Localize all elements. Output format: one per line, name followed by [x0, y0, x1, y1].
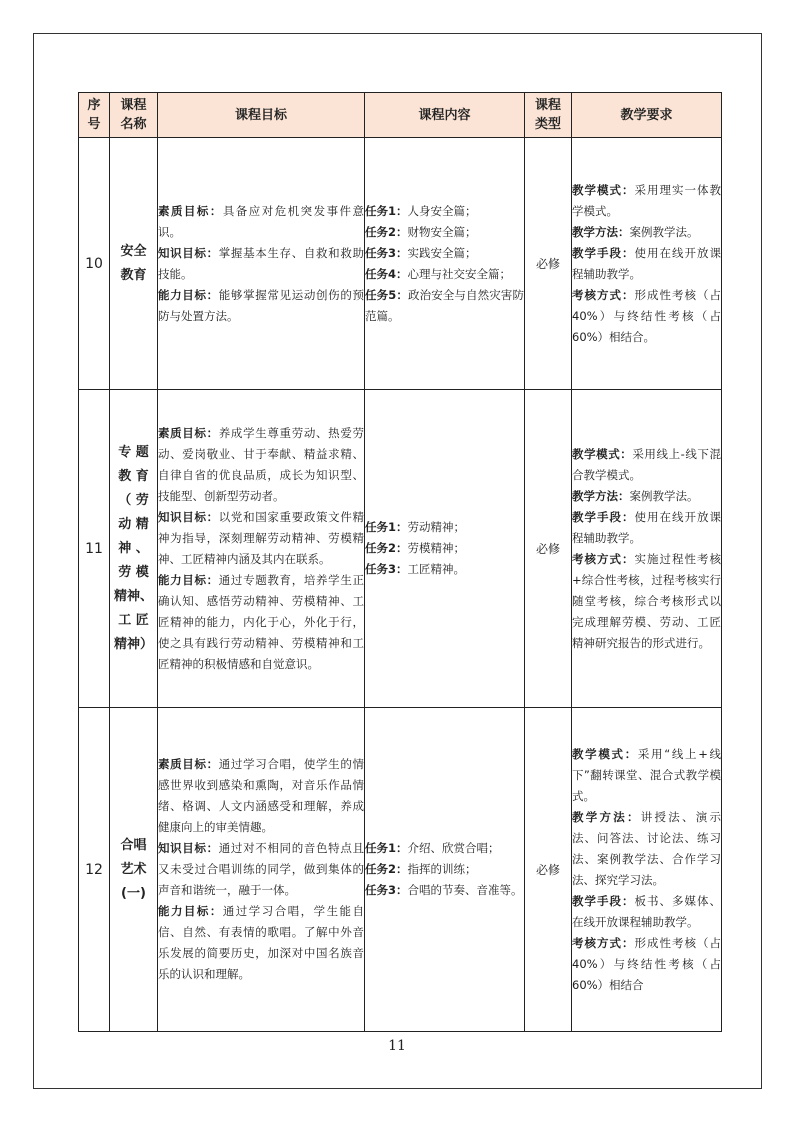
page-number: 11 [388, 1038, 406, 1054]
course-name: 安全 教育 [110, 138, 158, 390]
header-seq: 序 号 [79, 93, 110, 138]
table-row [79, 708, 722, 1032]
header-req: 教学要求 [572, 93, 722, 138]
course-content: 任务1：人身安全篇； 任务2：财物安全篇； 任务3：实践安全篇； 任务4：心理与社交安全篇； 任务5：政治安全与自然灾害防范篇。 [365, 138, 525, 390]
course-goals: 素质目标：具备应对危机突发事件意识。 知识目标：掌握基本生存、自救和救助技能。 能力目标：能够掌握常见运动创伤的预防与处置方法。 [158, 138, 365, 390]
header-content: 课程内容 [365, 93, 525, 138]
table-row [79, 390, 722, 708]
course-type: 必修 [525, 390, 572, 708]
course-name: 合唱 艺术 (一) [110, 708, 158, 1032]
course-goals: 素质目标：通过学习合唱，使学生的情感世界收到感染和熏陶，对音乐作品情绪、格调、人文内涵感受和理解，养成健康向上的审美情趣。 知识目标：通过对不相同的音色特点且又未受过合唱训练的同学，做到集体的声音和谐统一，融于一体。 能力目标：通过学习合唱，学生能自信、自然、有表情的歌唱。了解中外音乐发展的简要历史，加深对中国名族音乐的认识和理解。 [158, 708, 365, 1032]
course-type: 必修 [525, 708, 572, 1032]
header-name: 课程 名称 [110, 93, 158, 138]
header-goals: 课程目标 [158, 93, 365, 138]
table-header-row [79, 93, 722, 138]
row-number: 12 [79, 708, 110, 1032]
header-type: 课程 类型 [525, 93, 572, 138]
course-goals: 素质目标：养成学生尊重劳动、热爱劳动、爱岗敬业、甘于奉献、精益求精、自律自省的优良品质，成长为知识型、技能型、创新型劳动者。 知识目标：以党和国家重要政策文件精神为指导，深刻理解劳动精神、劳模精神、工匠精神内涵及其内在联系。 能力目标：通过专题教育，培养学生正确认知、感悟劳动精神、劳模精神、工匠精神的能力，内化于心，外化于行，使之具有践行劳动精神、劳模精神和工匠精神的积极情感和自觉意识。 [158, 390, 365, 708]
course-name: 专 题 教 育 （ 劳 动 精 神 、 劳 模 精神、 工 匠 精神） [110, 390, 158, 708]
row-number: 11 [79, 390, 110, 708]
course-content: 任务1：劳动精神； 任务2：劳模精神； 任务3：工匠精神。 [365, 390, 525, 708]
table-row [79, 138, 722, 390]
course-type: 必修 [525, 138, 572, 390]
teaching-requirements: 教学模式：采用理实一体教学模式。 教学方法：案例教学法。 教学手段：使用在线开放课程辅助教学。 考核方式：形成性考核（占40%）与终结性考核（占60%）相结合。 [572, 138, 722, 390]
teaching-requirements: 教学模式：采用线上-线下混合教学模式。 教学方法：案例教学法。 教学手段：使用在线开放课程辅助教学。 考核方式：实施过程性考核+综合性考核，过程考核实行随堂考核，综合考核形式以完成理解劳模、劳动、工匠精神研究报告的形式进行。 [572, 390, 722, 708]
row-number: 10 [79, 138, 110, 390]
teaching-requirements: 教学模式：采用“线上+线下”翻转课堂、混合式教学模式。 教学方法：讲授法、演示法、问答法、讨论法、练习法、案例教学法、合作学习法、探究学习法。 教学手段：板书、多媒体、在线开放课程辅助教学。 考核方式：形成性考核（占40%）与终结性考核（占60%）相结合 [572, 708, 722, 1032]
course-content: 任务1：介绍、欣赏合唱； 任务2：指挥的训练； 任务3：合唱的节奏、音准等。 [365, 708, 525, 1032]
course-table [78, 92, 722, 1032]
